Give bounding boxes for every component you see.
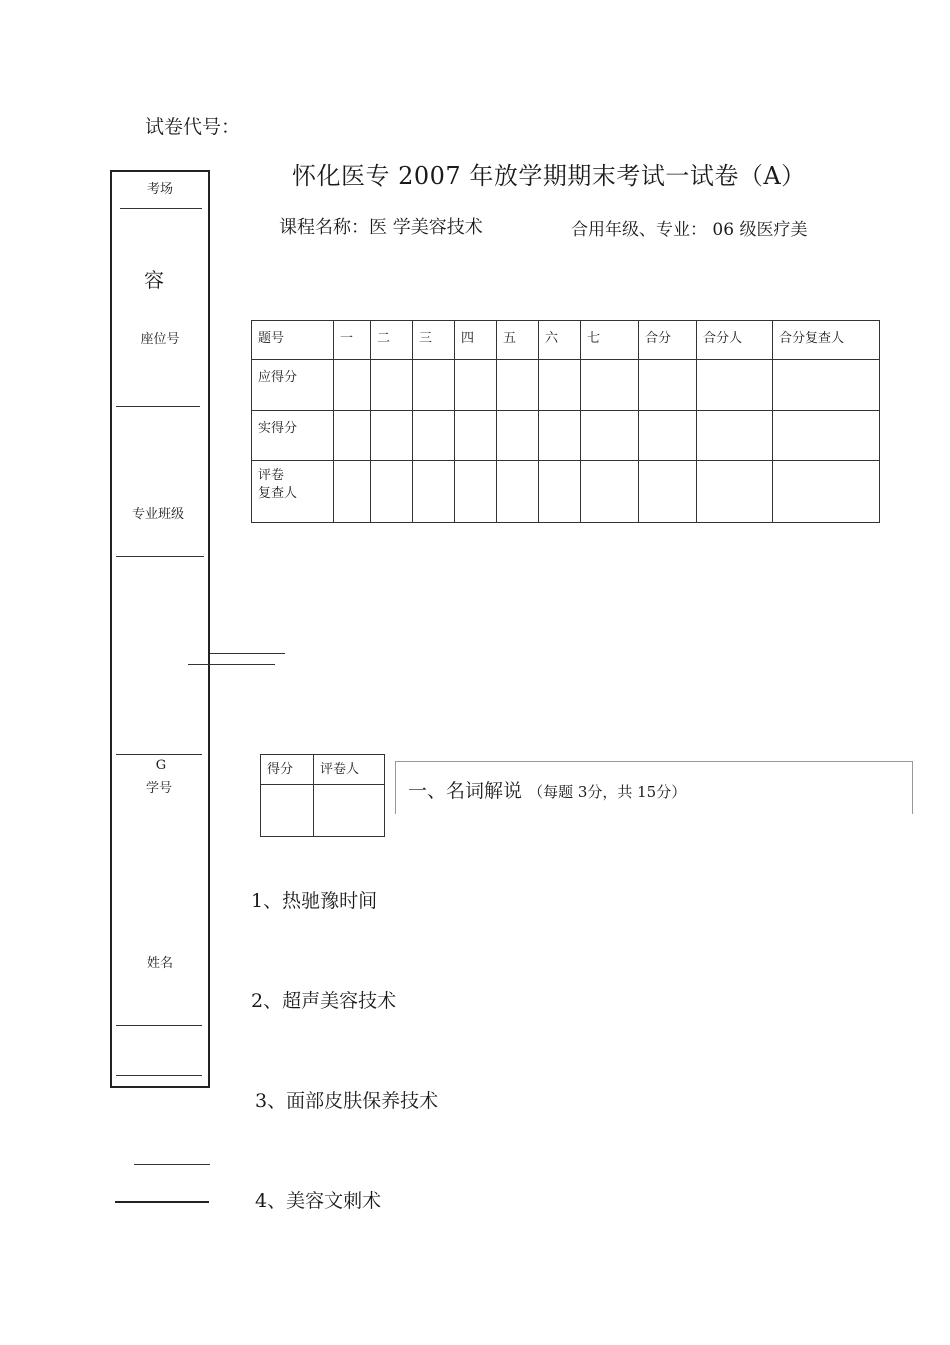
score-cell[interactable] <box>371 461 413 523</box>
binding-strip <box>110 170 210 1088</box>
student-id-label: 学号 <box>145 781 172 796</box>
seat-no-line <box>116 406 200 407</box>
g-mark: G <box>155 758 167 773</box>
header-cell: 合分 <box>639 321 697 360</box>
grader-entry-cell[interactable] <box>314 785 385 837</box>
question-item: 1、热驰豫时间 <box>251 890 378 912</box>
score-cell[interactable] <box>413 461 455 523</box>
score-cell[interactable] <box>497 360 539 411</box>
paper-code-label: 试卷代号： <box>145 116 241 138</box>
score-cell[interactable] <box>639 461 697 523</box>
mark-line-1 <box>210 653 285 654</box>
score-cell[interactable] <box>334 360 371 411</box>
header-cell: 二 <box>371 321 413 360</box>
score-cell[interactable] <box>697 411 773 461</box>
name-label: 姓名 <box>146 956 173 971</box>
score-cell[interactable] <box>773 411 880 461</box>
grade-major: 合用年级、专业： 06 级医疗美 <box>571 220 808 240</box>
score-cell[interactable] <box>639 360 697 411</box>
table-row <box>252 461 880 523</box>
grader-label: 评卷人 <box>314 755 385 785</box>
score-cell[interactable] <box>773 461 880 523</box>
score-cell[interactable] <box>497 461 539 523</box>
score-cell[interactable] <box>371 360 413 411</box>
header-cell: 五 <box>497 321 539 360</box>
score-cell[interactable] <box>413 411 455 461</box>
section-note: （每题 3分，共 15分） <box>528 783 687 801</box>
table-row <box>252 411 880 461</box>
score-entry-cell[interactable] <box>261 785 314 837</box>
exam-title: 怀化医专 2007 年放学期期末考试一试卷（A） <box>292 162 806 190</box>
section-title-text: 一、名词解说 <box>408 780 523 802</box>
row-label-line2: 复查人 <box>258 486 298 501</box>
score-cell[interactable] <box>539 411 581 461</box>
score-cell[interactable] <box>334 461 371 523</box>
score-cell[interactable] <box>773 360 880 411</box>
score-label: 得分 <box>261 755 314 785</box>
score-cell[interactable] <box>639 411 697 461</box>
section-score-box <box>260 754 385 837</box>
score-table <box>251 320 880 523</box>
score-cell[interactable] <box>539 360 581 411</box>
mark-line-3 <box>134 1164 210 1165</box>
row-label <box>252 461 334 523</box>
header-cell: 四 <box>455 321 497 360</box>
exam-room-label: 考场 <box>146 182 173 197</box>
score-cell[interactable] <box>581 360 639 411</box>
mark-line-2 <box>188 664 275 665</box>
table-row-header <box>252 321 880 360</box>
header-cell: 题号 <box>252 321 334 360</box>
score-cell[interactable] <box>455 461 497 523</box>
header-cell: 一 <box>334 321 371 360</box>
major-class-line <box>116 556 204 557</box>
score-cell[interactable] <box>497 411 539 461</box>
header-cell: 三 <box>413 321 455 360</box>
row-label: 应得分 <box>252 360 334 411</box>
section-title <box>408 776 686 803</box>
score-cell[interactable] <box>413 360 455 411</box>
question-item: 4、美容文刺术 <box>255 1190 382 1212</box>
score-cell[interactable] <box>539 461 581 523</box>
header-cell: 七 <box>581 321 639 360</box>
exam-room-line <box>120 208 202 209</box>
header-cell: 合分人 <box>697 321 773 360</box>
major-class-label: 专业班级 <box>131 507 184 522</box>
bottom-line <box>116 1075 202 1076</box>
mark-line-4 <box>115 1201 209 1203</box>
section-title-box <box>395 761 913 814</box>
name-line <box>116 1025 202 1026</box>
content-char: 容 <box>144 268 164 292</box>
score-cell[interactable] <box>371 411 413 461</box>
score-cell[interactable] <box>581 411 639 461</box>
score-cell[interactable] <box>455 411 497 461</box>
score-cell[interactable] <box>581 461 639 523</box>
question-item: 2、超声美容技术 <box>251 990 397 1012</box>
row-label-line1: 评卷 <box>258 468 285 483</box>
score-cell[interactable] <box>334 411 371 461</box>
score-cell[interactable] <box>697 360 773 411</box>
question-item: 3、面部皮肤保养技术 <box>255 1090 439 1112</box>
row-label: 实得分 <box>252 411 334 461</box>
table-row <box>252 360 880 411</box>
student-id-line-top <box>116 754 202 755</box>
course-name: 课程名称：医 学美容技术 <box>279 217 483 238</box>
header-cell: 合分复查人 <box>773 321 880 360</box>
score-cell[interactable] <box>697 461 773 523</box>
score-cell[interactable] <box>455 360 497 411</box>
header-cell: 六 <box>539 321 581 360</box>
seat-no-label: 座位号 <box>140 332 180 347</box>
